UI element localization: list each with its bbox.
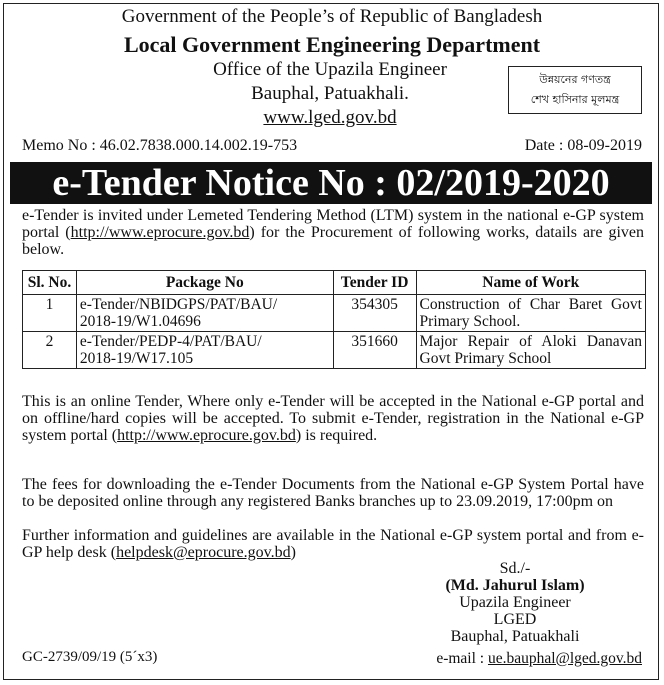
signatory-place: Bauphal, Patuakhali: [450, 628, 580, 645]
cell-work: Construction of Char Baret Govt Primary School.: [416, 295, 645, 332]
package-line-2: 2018-19/W17.105: [79, 350, 194, 367]
info-text-end: ): [290, 544, 296, 561]
contact-email: [436, 650, 642, 668]
office-location: Bauphal, Patuakhali.: [251, 83, 409, 104]
government-line: Government of the People’s of Republic of Bangladesh: [121, 6, 543, 27]
signatory-name: (Md. Jahurul Islam): [445, 577, 585, 594]
helpdesk-email-link[interactable]: helpdesk@eprocure.gov.bd: [116, 544, 291, 561]
signature-block: [410, 560, 620, 645]
signatory-org: LGED: [493, 611, 537, 628]
cell-sl: 1: [23, 295, 77, 332]
col-header-tender-id: Tender ID: [333, 271, 416, 295]
package-line-1: e-Tender/NBIDGPS/PAT/BAU/: [79, 296, 278, 313]
col-header-sl: Sl. No.: [23, 271, 77, 295]
intro-text-start: e-Tender is invited under Lemeted Tendering Method (LTM) system in the national e-GP system portal (: [22, 207, 644, 241]
intro-text-end: ) for the Procurement of following works, datails are given below.: [22, 224, 645, 258]
signature-sd: Sd./-: [499, 560, 531, 577]
info-text-start: Further information and guidelines are available in the National e-GP system portal and from e-GP help desk (: [22, 527, 644, 561]
cell-tender-id: 354305: [333, 295, 416, 332]
table-row: [23, 295, 646, 332]
notice-date: Date : 08-09-2019: [524, 137, 642, 154]
further-info-paragraph: [22, 527, 644, 561]
cell-tender-id: 351660: [333, 332, 416, 369]
online-tender-paragraph: [22, 393, 644, 444]
department-name: Local Government Engineering Department: [123, 32, 541, 57]
slogan-line-1: উন্নয়নের গণতন্ত্র: [539, 73, 611, 86]
cell-sl: 2: [23, 332, 77, 369]
col-header-package: Package No: [76, 271, 333, 295]
signatory-title: Upazila Engineer: [459, 594, 571, 611]
memo-number: Memo No : 46.02.7838.000.14.002.19-753: [22, 137, 298, 154]
email-label: e-mail :: [436, 650, 488, 667]
col-header-work: Name of Work: [416, 271, 645, 295]
slogan-line-2: শেখ হাসিনার মূলমন্ত্র: [530, 93, 620, 106]
intro-paragraph: [22, 207, 644, 258]
email-link[interactable]: ue.bauphal@lged.gov.bd: [487, 650, 642, 667]
package-line-2: 2018-19/W1.04696: [79, 313, 201, 330]
fees-paragraph: The fees for downloading the e-Tender Documents from the National e-GP System Portal have to be deposited online through any registered Banks branches up to 23.09.2019, 17:00pm on: [22, 476, 644, 510]
website-link[interactable]: www.lged.gov.bd: [263, 107, 397, 128]
notice-title-banner: e-Tender Notice No : 02/2019-2020: [10, 162, 652, 204]
office-block: [160, 58, 500, 130]
gc-reference: GC-2739/09/19 (5´x3): [22, 649, 158, 665]
eprocure-link-2[interactable]: http://www.eprocure.gov.bd: [117, 427, 296, 444]
cell-package: [76, 332, 333, 369]
works-table: [22, 270, 646, 369]
online-text-end: ) is required.: [295, 427, 378, 444]
cell-package: [76, 295, 333, 332]
table-row: [23, 332, 646, 369]
office-name: Office of the Upazila Engineer: [213, 59, 447, 80]
table-header-row: [23, 271, 646, 295]
online-text-start: This is an online Tender, Where only e-Tender will be accepted in the National e-GP portal and on offline/hard copies will be accepted. To submit e-Tender, registration in the National e-GP system portal (: [22, 393, 644, 444]
eprocure-link[interactable]: http://www.eprocure.gov.bd: [70, 224, 250, 241]
slogan-stamp: [508, 66, 642, 114]
package-line-1: e-Tender/PEDP-4/PAT/BAU/: [79, 333, 262, 350]
cell-work: Major Repair of Aloki Danavan Govt Primary School: [416, 332, 645, 369]
